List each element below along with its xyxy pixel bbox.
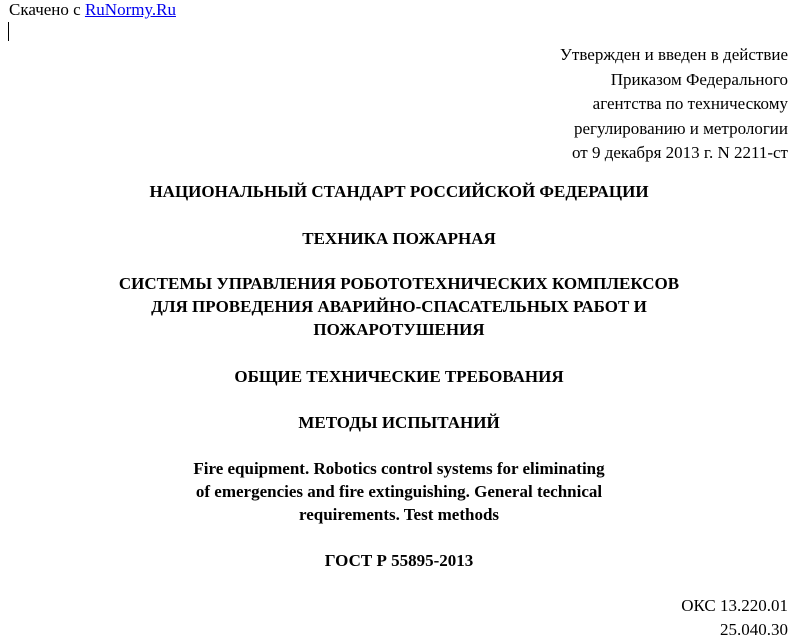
approval-line: Приказом Федерального — [610, 69, 788, 89]
english-title-line: requirements. Test methods — [298, 505, 500, 524]
standard-heading — [0, 180, 790, 203]
english-title-line: Fire equipment. Robotics control systems for eliminating — [193, 459, 605, 478]
classification-line: 25.040.30 — [720, 620, 788, 639]
requirements-heading — [0, 365, 790, 388]
methods-heading — [0, 411, 790, 434]
approval-line: Утвержден и введен в действие — [559, 45, 788, 64]
approval-line: регулированию и метрологии — [573, 118, 788, 138]
subject-line: ПОЖАРОТУШЕНИЯ — [313, 320, 485, 339]
gost-number-text: ГОСТ Р 55895-2013 — [324, 551, 474, 570]
category-heading-text: ТЕХНИКА ПОЖАРНАЯ — [302, 229, 496, 248]
approval-line: от 9 декабря 2013 г. N 2211-ст — [571, 143, 788, 162]
requirements-heading-text: ОБЩИЕ ТЕХНИЧЕСКИЕ ТРЕБОВАНИЯ — [234, 367, 564, 386]
classification-line: ОКС 13.220.01 — [681, 596, 788, 615]
classification-block — [681, 594, 788, 642]
gost-number — [0, 549, 790, 572]
approval-line: агентства по техническому — [592, 94, 788, 113]
subject-line: ДЛЯ ПРОВЕДЕНИЯ АВАРИЙНО-СПАСАТЕЛЬНЫХ РАБОТ И — [151, 297, 647, 316]
english-title-line: of emergencies and fire extinguishing. General technical — [195, 482, 603, 501]
source-line — [9, 0, 176, 20]
english-title — [0, 457, 790, 526]
category-heading — [0, 227, 790, 250]
subject-heading — [0, 272, 790, 341]
text-cursor — [8, 22, 9, 41]
source-link[interactable]: RuNormy.Ru — [84, 0, 176, 19]
approval-block — [560, 43, 788, 166]
source-prefix: Скачено с — [9, 0, 85, 19]
methods-heading-text: МЕТОДЫ ИСПЫТАНИЙ — [298, 413, 500, 432]
subject-line: СИСТЕМЫ УПРАВЛЕНИЯ РОБОТОТЕХНИЧЕСКИХ КОМПЛЕКСОВ — [118, 274, 680, 293]
standard-heading-text: НАЦИОНАЛЬНЫЙ СТАНДАРТ РОССИЙСКОЙ ФЕДЕРАЦИИ — [149, 182, 649, 201]
